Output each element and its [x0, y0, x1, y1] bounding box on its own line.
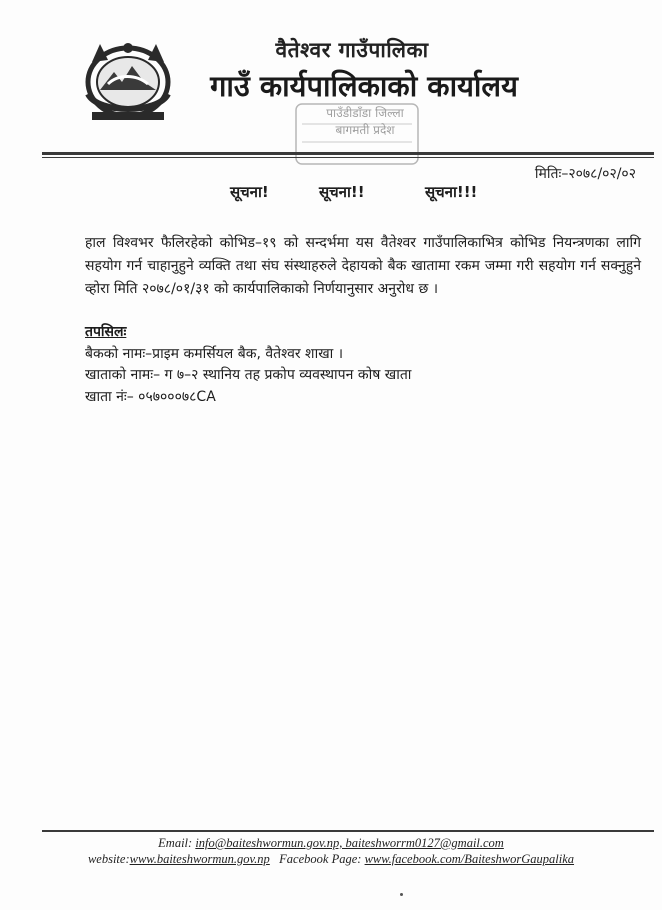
bank-name: बैकको नामः–प्राइम कमर्सियल बैक, वैतेश्वर शाखा । [85, 346, 344, 362]
stamp-text: पाउँडीडाँडा जिल्ला बागमती प्रदेश [326, 106, 404, 137]
facebook-label: Facebook Page: [279, 852, 362, 866]
website-label: website: [87, 852, 130, 866]
header-divider-thin [42, 157, 654, 158]
municipality-name: वैतेश्वर गाउँपालिका [275, 38, 429, 62]
office-title: गाउँ कार्यपालिकाको कार्यालय [210, 69, 518, 103]
footer-email-line [0, 836, 662, 851]
account-name: खाताको नामः– ग ७–२ स्थानिय तह प्रकोप व्यवस्थापन कोष खाता [85, 367, 412, 383]
notice-heading-2: सूचना!! [319, 183, 365, 201]
header-divider-thick [42, 152, 654, 155]
document-date: मितिः–२०७८/०२/०२ [534, 166, 636, 182]
notice-headings [0, 182, 662, 206]
notice-body: हाल विश्वभर फैलिरहेको कोभिड–१९ को सन्दर्भमा यस वैतेश्वर गाउँपालिकाभित्र कोभिड नियन्त्रणका लागि सहयोग गर्न चाहानुहुने व्यक्ति तथा संघ संस्थाहरुले देहायको बैक खातामा रकम जम्मा गरी सहयोग गर्न सक्नुहुने व्होरा मिति २०७८/०१/३१ को कार्यपालिकाको निर्णयानुसार अनुरोध छ । [85, 235, 641, 297]
notice-heading-1: सूचना! [230, 183, 269, 201]
scan-speck [400, 893, 403, 896]
website-link[interactable]: www.baiteshwormun.gov.np [129, 852, 270, 866]
footer-web-line [0, 852, 662, 867]
email-label: Email: [158, 836, 193, 850]
facebook-link[interactable]: www.facebook.com/BaiteshworGaupalika [364, 852, 575, 866]
email-link[interactable]: info@baiteshwormun.gov.np, baiteshworrm0127@gmail.com [195, 836, 504, 850]
footer-divider [42, 830, 654, 832]
notice-heading-3: सूचना!!! [425, 183, 478, 201]
account-number: खाता नंः– ०५७०००७८CA [85, 389, 216, 405]
nepal-emblem-icon [78, 32, 178, 124]
details-heading: तपसिलः [85, 324, 127, 340]
